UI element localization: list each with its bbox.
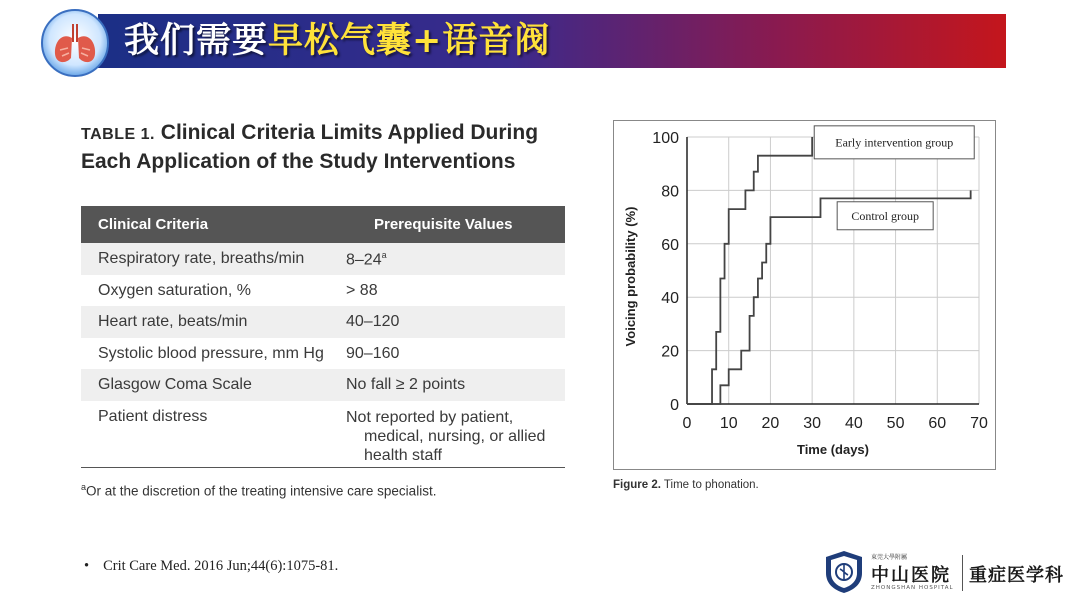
hospital-shield-icon bbox=[823, 549, 865, 595]
footnote-marker: a bbox=[81, 482, 87, 492]
criteria-cell: Patient distress bbox=[98, 407, 208, 425]
value-line: Not reported by patient, bbox=[346, 408, 514, 426]
y-tick-label: 60 bbox=[661, 236, 679, 254]
value-line: health staff bbox=[364, 446, 442, 464]
value-cell: 90–160 bbox=[346, 344, 400, 362]
value-cell bbox=[346, 408, 545, 465]
x-tick-label: 40 bbox=[844, 415, 863, 432]
time-to-phonation-chart bbox=[613, 120, 996, 470]
value-cell: 8–24$^a$ bbox=[346, 250, 387, 269]
criteria-cell: Glasgow Coma Scale bbox=[98, 376, 252, 394]
figure-label: Figure 2. bbox=[613, 479, 661, 491]
x-tick-label: 70 bbox=[970, 415, 988, 432]
page-title bbox=[124, 16, 550, 66]
figure-caption-text: Time to phonation. bbox=[660, 479, 759, 491]
x-tick-label: 30 bbox=[803, 415, 822, 432]
x-axis-label: Time (days) bbox=[796, 442, 870, 457]
hospital-logo bbox=[823, 549, 1068, 599]
table-row bbox=[81, 369, 565, 401]
y-tick-label: 40 bbox=[661, 290, 679, 308]
logo-divider bbox=[962, 555, 963, 591]
criteria-table bbox=[81, 206, 565, 468]
footnote-marker: a bbox=[381, 250, 387, 260]
series-label-early: Early intervention group bbox=[835, 135, 954, 150]
table-row bbox=[81, 401, 565, 468]
table-row bbox=[81, 338, 565, 370]
table-caption: Clinical Criteria Limits Applied During Each Application of the Study Interventions bbox=[81, 121, 539, 173]
hospital-name: 中山医院 bbox=[871, 565, 951, 586]
footnote-text: Or at the discretion of the treating intensive care specialist. bbox=[86, 483, 437, 499]
logo-small-text: 東莞大學附屬 bbox=[871, 554, 908, 561]
value-cell: No fall ≥ 2 points bbox=[346, 376, 466, 394]
criteria-cell: Systolic blood pressure, mm Hg bbox=[98, 344, 324, 362]
figure-caption bbox=[613, 479, 759, 491]
hospital-english-name: ZHONGSHAN HOSPITAL bbox=[871, 585, 954, 591]
column-header-criteria: Clinical Criteria bbox=[98, 216, 209, 233]
table-row bbox=[81, 275, 565, 307]
table-row bbox=[81, 243, 565, 275]
column-header-values: Prerequisite Values bbox=[374, 216, 513, 233]
y-tick-label: 80 bbox=[661, 183, 679, 201]
x-tick-label: 50 bbox=[886, 415, 905, 432]
x-tick-label: 20 bbox=[761, 415, 780, 432]
table-title bbox=[81, 119, 551, 175]
citation bbox=[84, 558, 338, 575]
value-cell: > 88 bbox=[346, 281, 378, 299]
table-footnote bbox=[81, 482, 436, 499]
series-line-early-intervention bbox=[687, 137, 812, 404]
page-title-yellow: 早松气囊+语音阀 bbox=[268, 21, 551, 61]
y-axis-label: Voicing probability (%) bbox=[623, 206, 638, 347]
bullet: • bbox=[84, 558, 90, 574]
x-tick-label: 60 bbox=[928, 415, 947, 432]
y-tick-label: 20 bbox=[661, 343, 679, 361]
citation-text: Crit Care Med. 2016 Jun;44(6):1075-81. bbox=[103, 558, 339, 574]
y-tick-label: 100 bbox=[652, 130, 679, 147]
criteria-cell: Respiratory rate, breaths/min bbox=[98, 250, 305, 267]
table-row bbox=[81, 306, 565, 338]
x-tick-label: 0 bbox=[682, 415, 692, 432]
criteria-cell: Oxygen saturation, % bbox=[98, 281, 251, 299]
value-line: medical, nursing, or allied bbox=[364, 427, 546, 445]
table-label: TABLE 1. bbox=[81, 126, 155, 143]
table-header bbox=[81, 206, 565, 243]
series-label-control: Control group bbox=[851, 208, 920, 223]
x-tick-label: 10 bbox=[719, 415, 738, 432]
y-tick-label: 0 bbox=[670, 397, 679, 414]
value-cell: 40–120 bbox=[346, 313, 400, 331]
page-title-white: 我们需要 bbox=[124, 21, 269, 61]
department-name: 重症医学科 bbox=[969, 565, 1064, 586]
lungs-icon bbox=[40, 8, 110, 78]
criteria-cell: Heart rate, beats/min bbox=[98, 313, 248, 331]
